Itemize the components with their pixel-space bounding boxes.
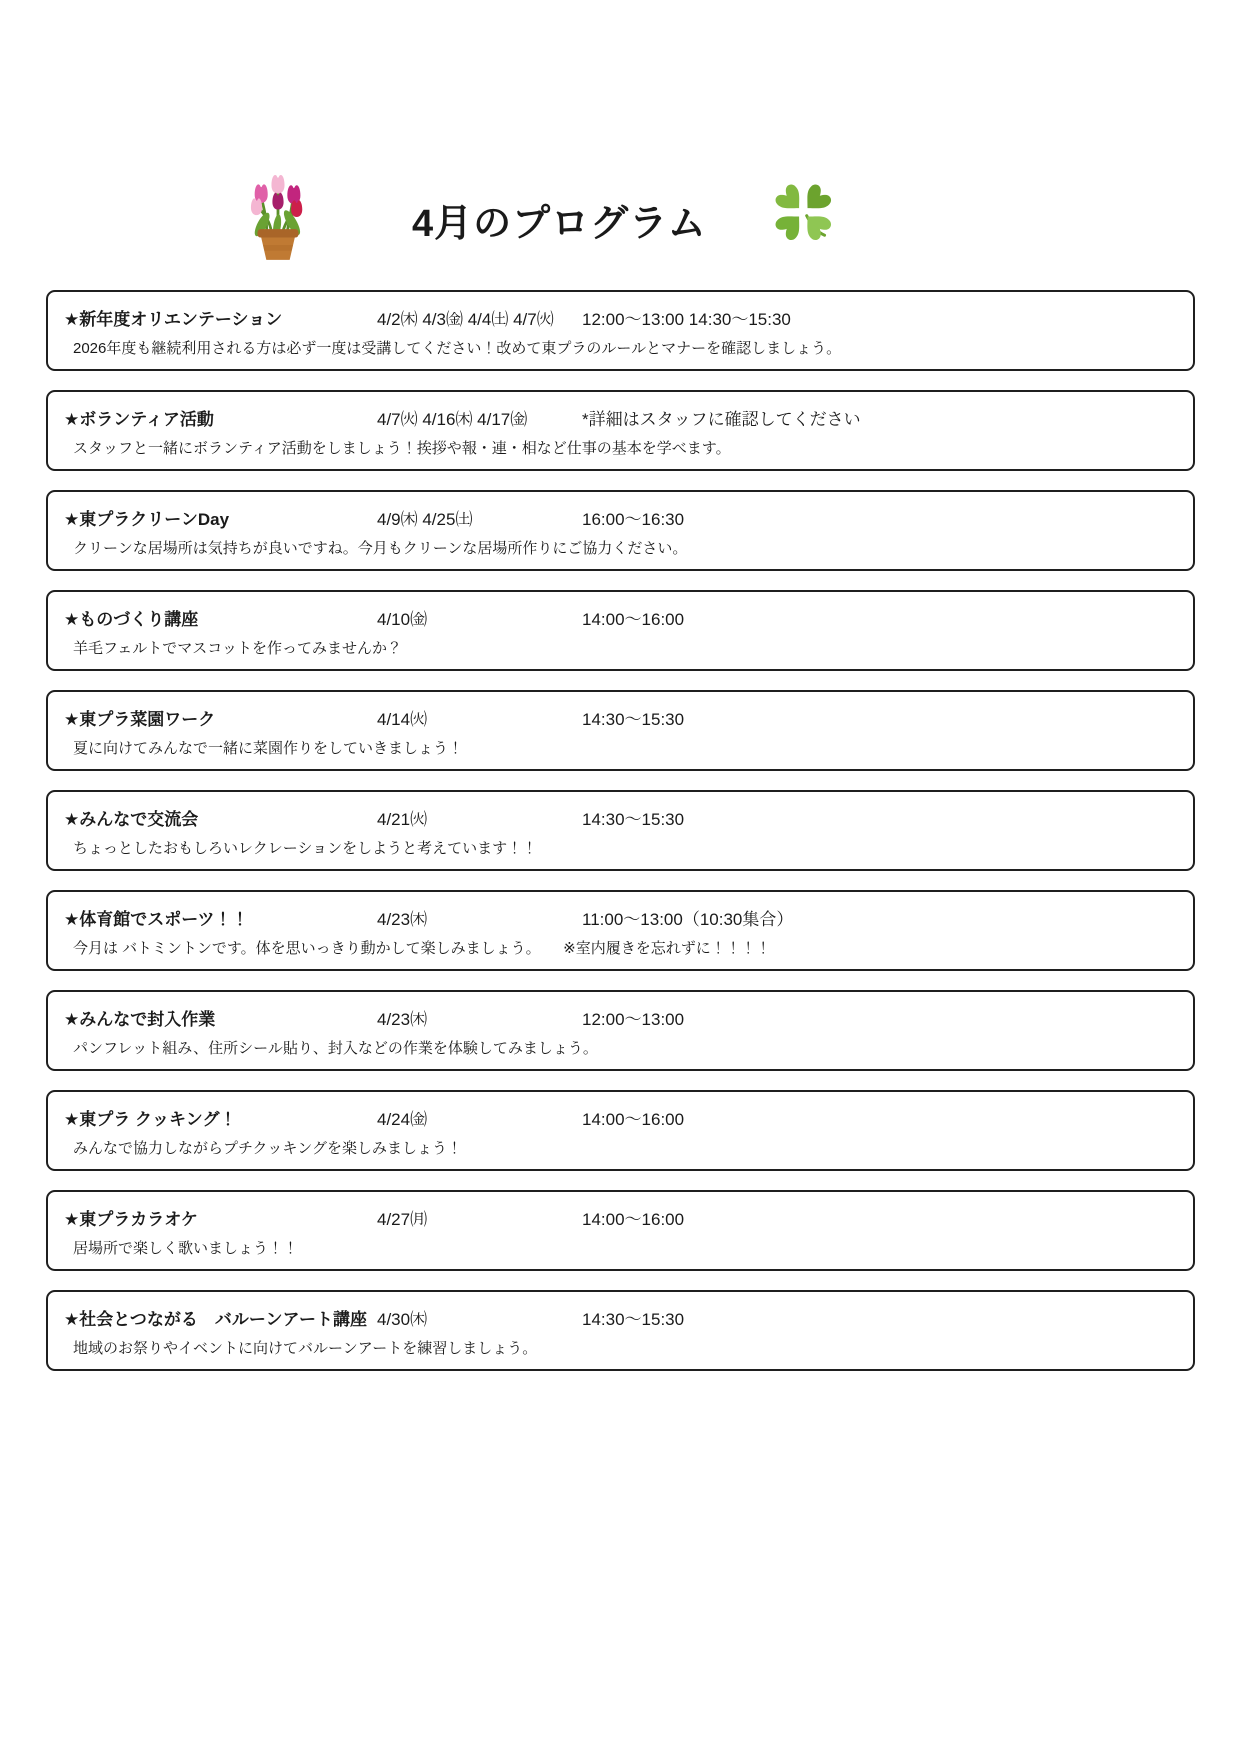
event-time: *詳細はスタッフに確認してください <box>582 410 861 429</box>
event-description: クリーンな居場所は気持ちが良いですね。今月もクリーンな居場所作りにご協力ください。 <box>73 540 688 557</box>
event-description: スタッフと一緒にボランティア活動をしましょう！挨拶や報・連・相など仕事の基本を学べます。 <box>73 440 731 457</box>
event-description: 羊毛フェルトでマスコットを作ってみませんか？ <box>73 640 402 657</box>
event-title: ★東プラカラオケ <box>64 1210 198 1229</box>
event-card <box>46 690 1195 771</box>
event-title: ★新年度オリエンテーション <box>64 310 283 329</box>
event-card <box>46 590 1195 671</box>
event-card <box>46 790 1195 871</box>
event-description: 2026年度も継続利用される方は必ず一度は受講してください！改めて東プラのルールとマナーを確認しましょう。 <box>73 340 842 357</box>
event-title: ★みんなで封入作業 <box>64 1010 216 1029</box>
event-title: ★東プラクリーンDay <box>64 510 230 529</box>
flyer-header <box>0 158 1241 280</box>
event-dates: 4/21㈫ <box>377 810 428 829</box>
event-card <box>46 290 1195 371</box>
event-dates: 4/30㈭ <box>377 1310 428 1329</box>
event-description: 居場所で楽しく歌いましょう！！ <box>73 1240 299 1257</box>
event-header-row <box>64 905 1177 930</box>
event-title: ★東プラ クッキング！ <box>64 1110 237 1129</box>
event-dates: 4/23㈭ <box>377 910 428 929</box>
tulip-pot-icon <box>236 169 320 270</box>
event-title: ★ものづくり講座 <box>64 610 199 629</box>
event-description: 今月は バトミントンです。体を思いっきり動かして楽しみましょう。 ※室内履きを忘れずに！！！！ <box>73 940 771 957</box>
event-description: ちょっとしたおもしろいレクレーションをしようと考えています！！ <box>73 840 538 857</box>
event-header-row <box>64 1105 1177 1130</box>
event-description: 夏に向けてみんなで一緒に菜園作りをしていきましょう！ <box>73 740 464 757</box>
event-header-row <box>64 805 1177 830</box>
event-card <box>46 490 1195 571</box>
event-time: 12:00〜13:00 14:30〜15:30 <box>582 310 791 329</box>
event-dates: 4/10㈮ <box>377 610 428 629</box>
event-dates: 4/14㈫ <box>377 710 428 729</box>
event-time: 14:30〜15:30 <box>582 1310 685 1329</box>
event-description: 地域のお祭りやイベントに向けてバルーンアートを練習しましょう。 <box>73 1340 538 1357</box>
event-title: ★東プラ菜園ワーク <box>64 710 216 729</box>
event-card <box>46 390 1195 471</box>
event-card <box>46 1190 1195 1271</box>
event-header-row <box>64 605 1177 630</box>
event-dates: 4/24㈮ <box>377 1110 428 1129</box>
event-card <box>46 990 1195 1071</box>
event-time: 12:00〜13:00 <box>582 1010 685 1029</box>
event-time: 14:30〜15:30 <box>582 710 685 729</box>
event-header-row <box>64 1005 1177 1030</box>
event-time: 14:30〜15:30 <box>582 810 685 829</box>
event-card <box>46 1290 1195 1371</box>
event-header-row <box>64 1305 1177 1330</box>
page-title: 4月のプログラム <box>412 202 707 245</box>
event-title: ★みんなで交流会 <box>64 810 199 829</box>
event-description: パンフレット組み、住所シール貼り、封入などの作業を体験してみましょう。 <box>73 1040 598 1057</box>
event-header-row <box>64 405 1177 430</box>
program-flyer-page <box>0 158 1241 1755</box>
event-title: ★体育館でスポーツ！！ <box>64 910 249 929</box>
event-dates: 4/9㈭ 4/25㈯ <box>377 510 473 529</box>
event-header-row <box>64 505 1177 530</box>
event-title: ★ボランティア活動 <box>64 410 214 429</box>
event-time: 14:00〜16:00 <box>582 610 685 629</box>
event-dates: 4/27㈪ <box>377 1210 428 1229</box>
event-list <box>46 290 1195 1371</box>
event-description: みんなで協力しながらプチクッキングを楽しみましょう！ <box>73 1140 462 1157</box>
event-card <box>46 1090 1195 1171</box>
event-title: ★社会とつながる バルーンアート講座 <box>64 1310 368 1329</box>
event-dates: 4/23㈭ <box>377 1010 428 1029</box>
event-time: 14:00〜16:00 <box>582 1110 685 1129</box>
event-time: 16:00〜16:30 <box>582 510 685 529</box>
event-dates: 4/2㈭ 4/3㈮ 4/4㈯ 4/7㈫ <box>377 310 554 329</box>
event-time: 14:00〜16:00 <box>582 1210 685 1229</box>
event-time: 11:00〜13:00（10:30集合） <box>582 910 794 929</box>
event-header-row <box>64 705 1177 730</box>
event-header-row <box>64 305 1177 330</box>
event-header-row <box>64 1205 1177 1230</box>
event-card <box>46 890 1195 971</box>
four-leaf-clover-icon <box>771 183 839 250</box>
event-dates: 4/7㈫ 4/16㈭ 4/17㈮ <box>377 410 528 429</box>
